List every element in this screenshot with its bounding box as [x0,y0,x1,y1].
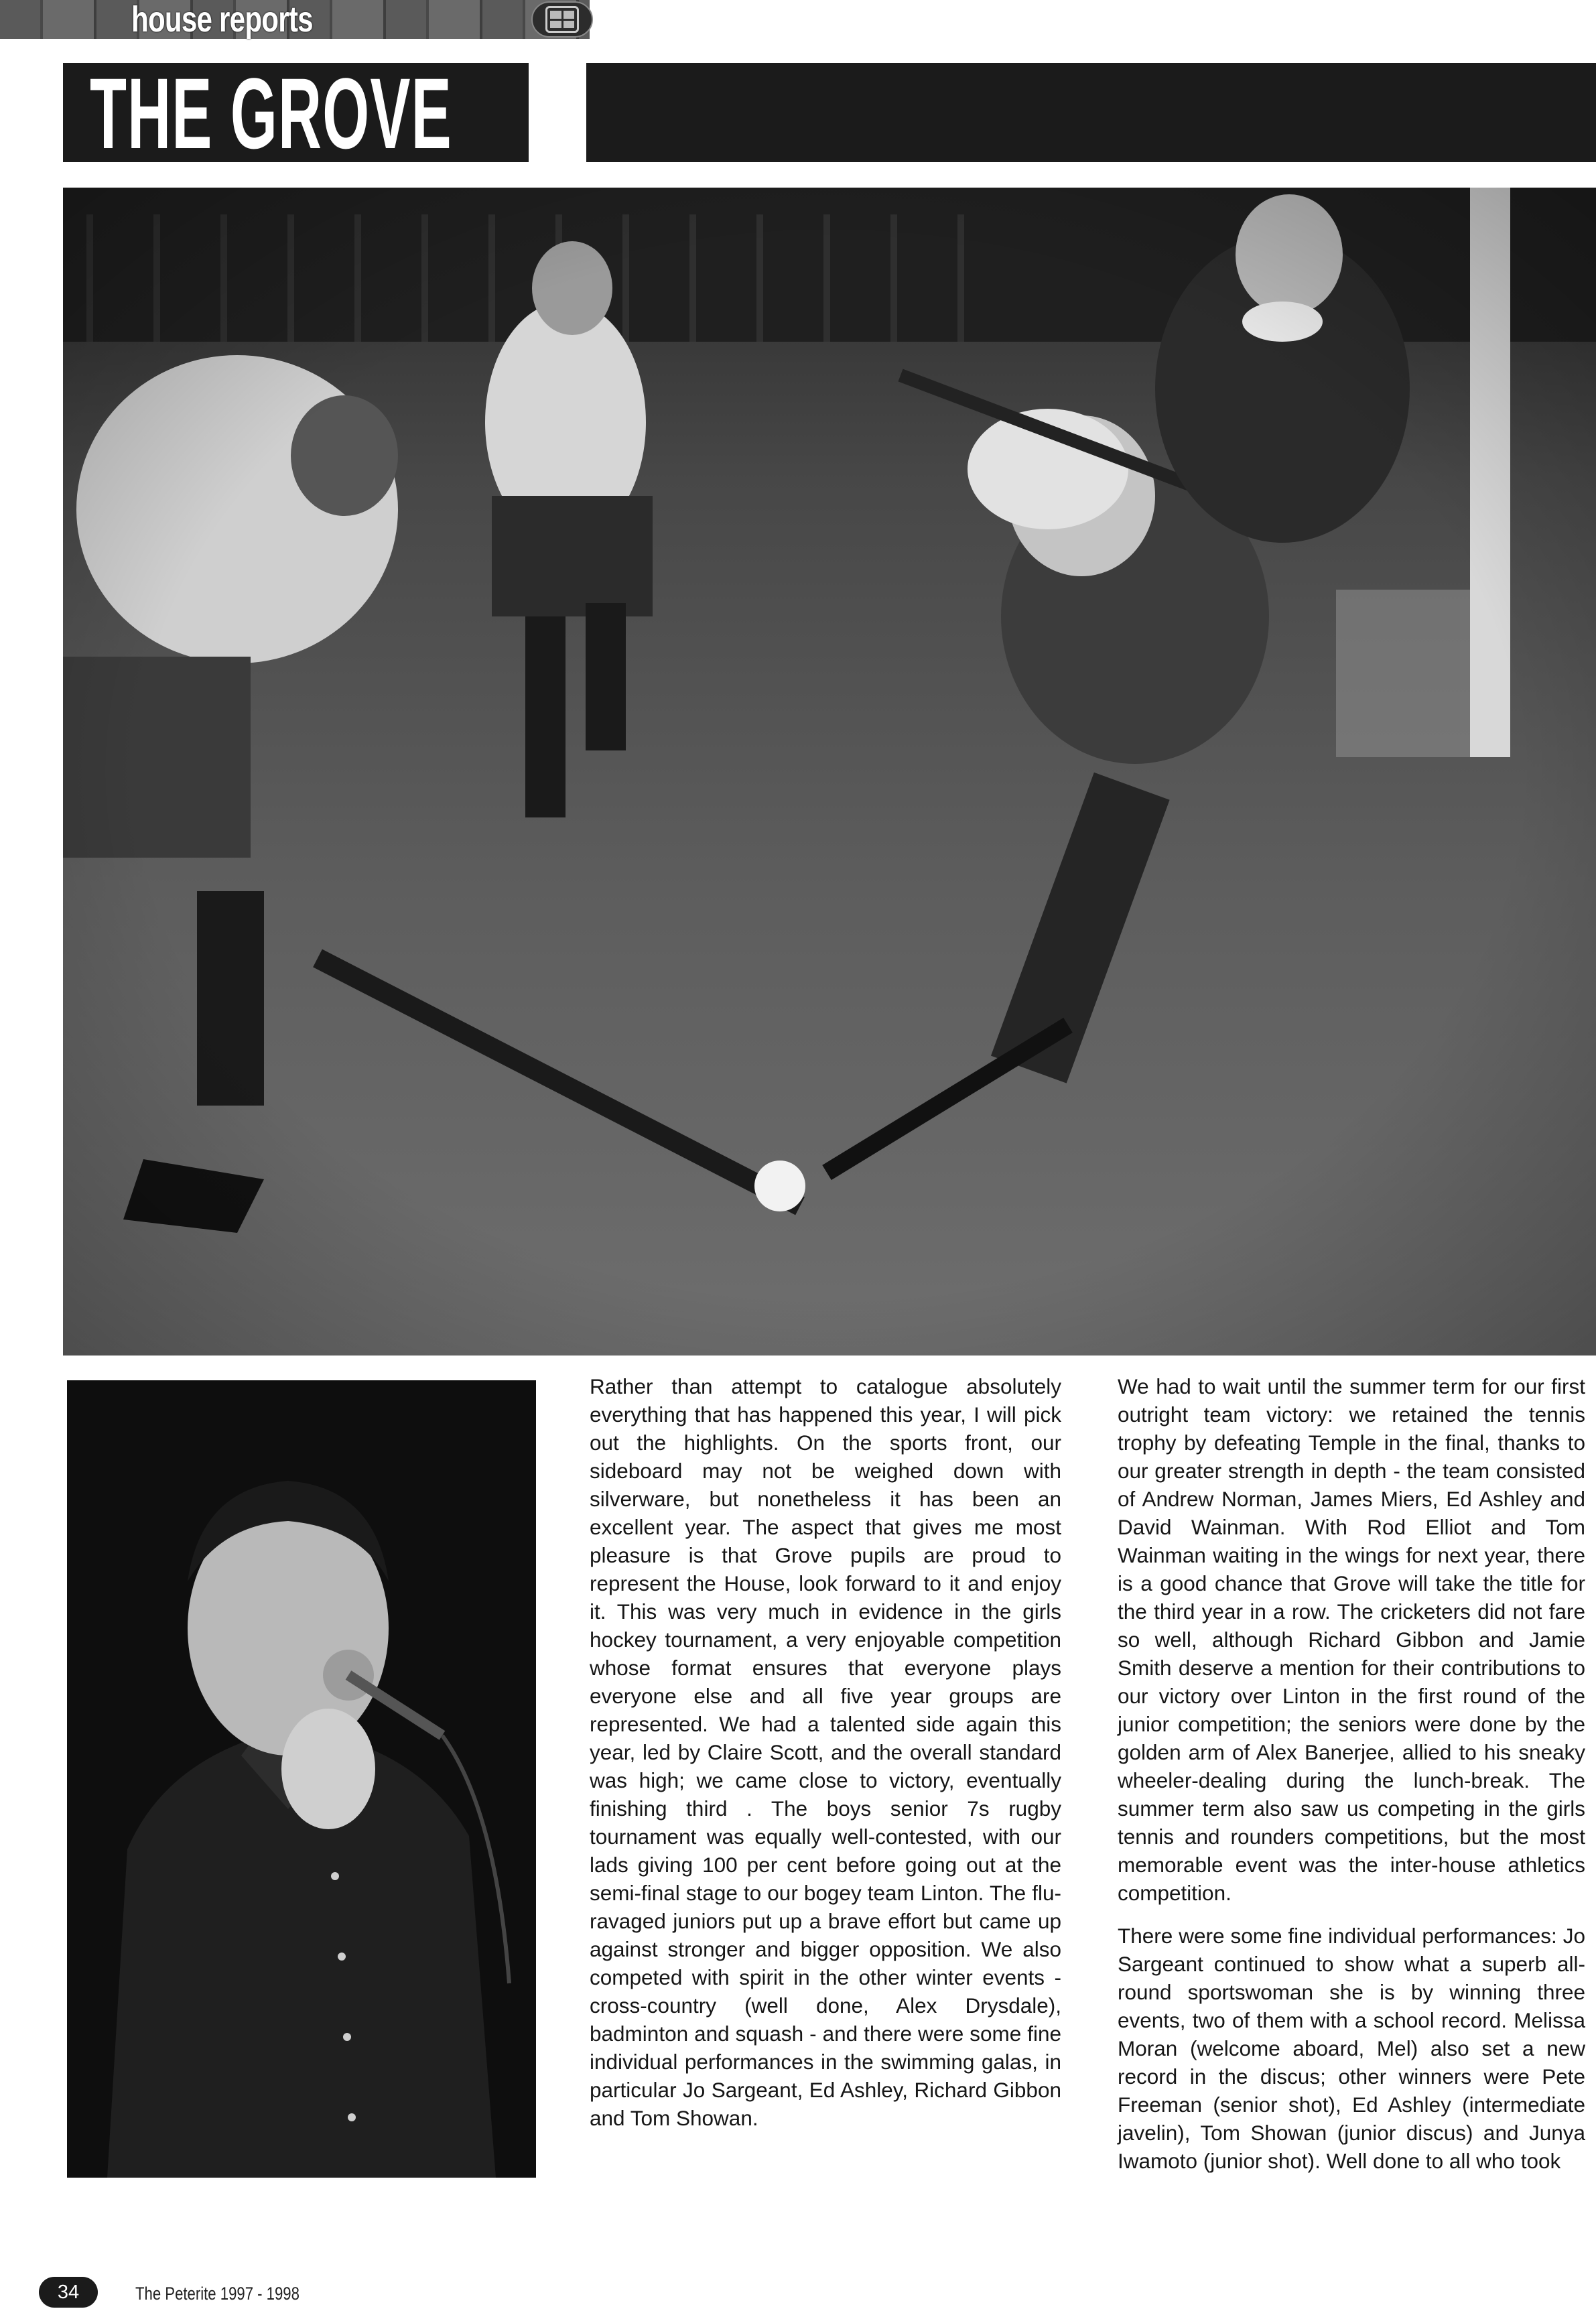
publication-name: The Peterite 1997 - 1998 [135,2284,300,2304]
page-number: 34 [39,2277,98,2308]
title-bar-decoration [586,63,1596,162]
book-icon [531,1,593,38]
hockey-photo [63,188,1596,1356]
article-column-2 [1118,1372,1585,2190]
page-title: THE GROVE [90,57,452,170]
singer-photo [67,1380,536,2178]
article-paragraph: Rather than attempt to catalogue absolutely everything that has happened this year, I will pick out the highlights. On the sports front, our sideboard may not be weighed down with silverware, but nonetheless it has been an excellent year. The aspect that gives me most pleasure is that Grove pupils are proud to represent the House, look forward to it and enjoy it. This was very much in evidence in the girls hockey tournament, a very enjoyable competition whose format ensures that everyone plays everyone else and all five year groups are represented. We had a talented side again this year, led by Claire Scott, and the overall standard was high; we came close to victory, eventually finishing third . The boys senior 7s rugby tournament was equally well-contested, with our lads giving 100 per cent before going out at the semi-final stage to our bogey team Linton. The flu-ravaged juniors put up a brave effort but came up against stronger and bigger opposition. We also competed with spirit in the other winter events - cross-country (well done, Alex Drysdale), badminton and squash - and there were some fine individual performances in the swimming galas, in particular Jo Sargeant, Ed Ashley, Richard Gibbon and Tom Showan. [590,1374,1061,2130]
article-column-1 [590,1372,1061,2147]
article-paragraph: There were some fine individual performances: Jo Sargeant continued to show what a superb all-round sportswoman she is by winning three events, two of them with a school record. Melissa Moran (welcome aboard, Mel) also set a new record in the discus; other winners were Pete Freeman (senior shot), Ed Ashley (intermediate javelin), Tom Showan (junior discus) and Junya Iwamoto (junior shot). Well done to all who took [1118,1924,1585,2173]
section-label: house reports [131,0,313,40]
article-paragraph: We had to wait until the summer term for our first outright team victory: we retained the tennis trophy by defeating Temple in the final, thanks to our greater strength in depth - the team consisted of Andrew Norman, James Miers, Ed Ashley and David Wainman. With Rod Elliot and Tom Wainman waiting in the wings for next year, there is a good chance that Grove will take the title for the third year in a row. The cricketers did not fare so well, although Richard Gibbon and Jamie Smith deserve a mention for their contributions to our victory over Linton in the first round of the junior competition; the seniors were done by the golden arm of Alex Banerjee, allied to his sneaky wheeler-dealing during the lunch-break. The summer term also saw us competing in the girls tennis and rounders competitions, but the most memorable event was the inter-house athletics competition. [1118,1374,1585,1905]
title-box [63,57,529,170]
